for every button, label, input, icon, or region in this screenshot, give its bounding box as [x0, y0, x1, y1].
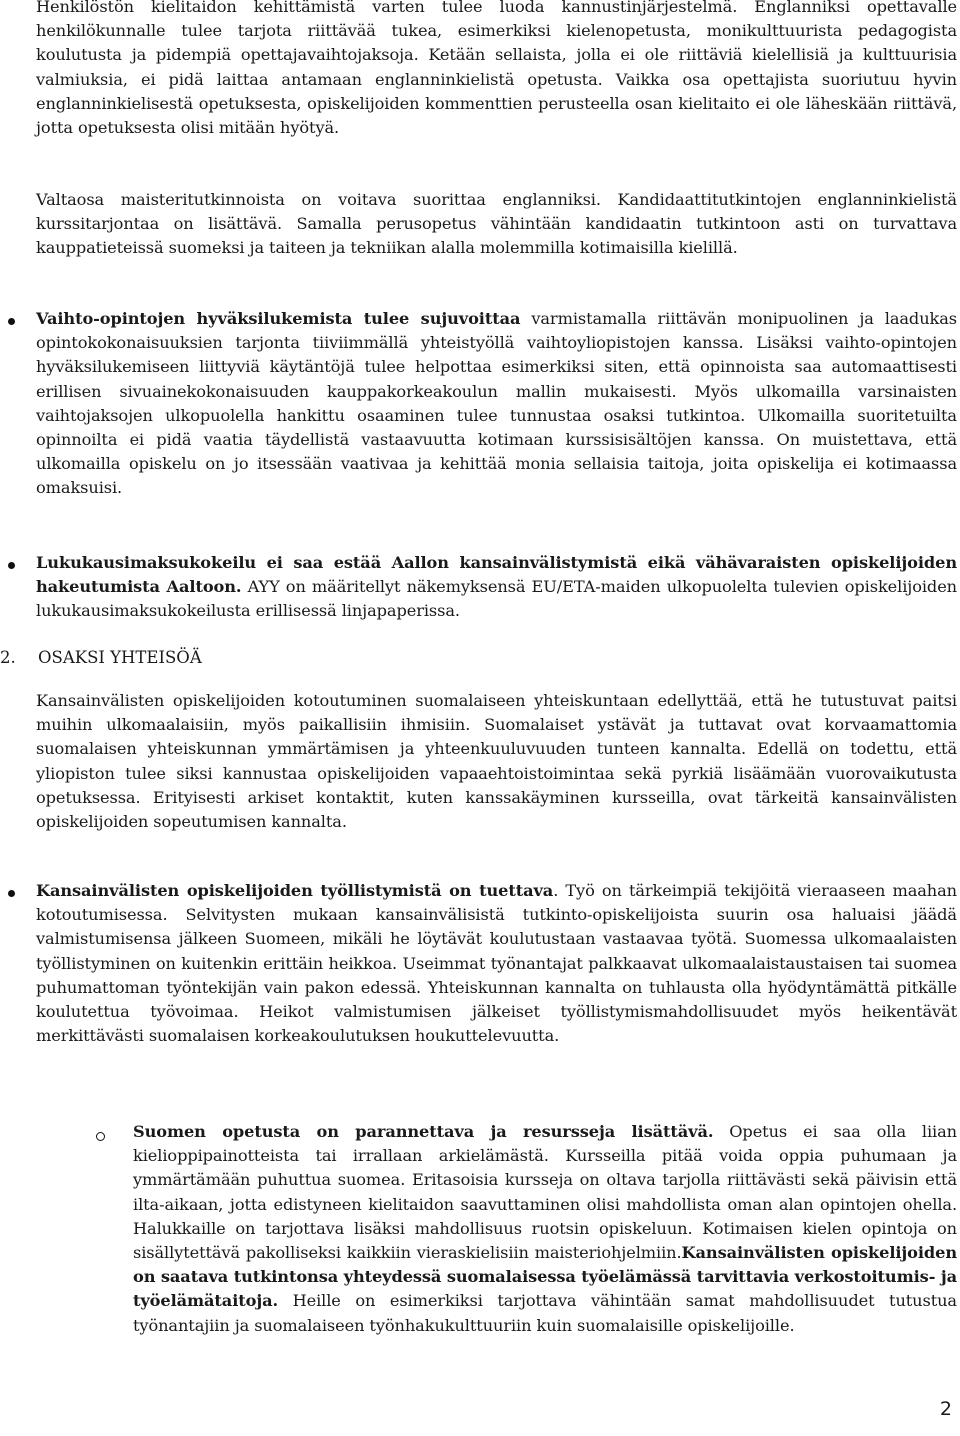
sub-bullet-circle [96, 1132, 105, 1141]
sub-bullet-networking-text: Heille on esimerkiksi tarjottava vähintään samat mahdollisuudet tutustua työnantajiin ja suomalaiseen työnhakukulttuuriin kuin suomalaisille opiskelijoille. [133, 1291, 957, 1335]
sub-bullet-finnish-text: Opetus ei saa olla liian kielioppipainotteista tai irrallaan arkielämästä. Kursseilla pitää voida oppia puhumaan ja ymmärtämään puhuttua suomea. Eritasoisia kursseja on oltava tarjolla riittävästi sekä päivisin että ilta-aikaan, jotta edistyneen kielitaidon saavuttaminen olisi mahdollista oman alan opintojen ohella. Halukkaille on tarjottava lisäksi mahdollisuus ruotsin opiskeluun. Kotimaisen kielen opintoja on sisällytettävä pakolliseksi kaikkiin vieraskielisiin maisteriohjelmiin. [133, 1122, 957, 1263]
paragraph-degrees-english: Valtaosa maisteritutkinnoista on voitava suorittaa englanniksi. Kandidaattitutkintojen englanninkielistä kurssitarjontaa on lisättävä. Samalla perusopetus vähintään kandidaatin tutkintoon asti on turvattava kauppatieteissä suomeksi ja taiteen ja tekniikan alalla molemmilla kotimaisilla kielillä. [36, 190, 957, 258]
bullet-tuition-text: AYY on määritellyt näkemyksensä EU/ETA-maiden ulkopuolelta tulevien opiskelijoiden lukukausimaksukokeilusta erillisessä linjapaperissa. [36, 577, 957, 621]
bullet-employment [36, 879, 957, 1048]
section-title: OSAKSI YHTEISÖÄ [38, 648, 202, 667]
bullet-tuition-fees [36, 551, 957, 624]
section-number: 2. [0, 648, 16, 667]
sub-bullet-finnish-heading: Suomen opetusta on parannettava ja resursseja lisättävä. [133, 1122, 714, 1141]
sub-bullet-finnish-teaching [133, 1120, 957, 1338]
bullet-employment-text: . Työ on tärkeimpiä tekijöitä vieraaseen maahan kotoutumisessa. Selvitysten mukaan kansainvälisistä tutkinto-opiskelijoista suurin osa haluaisi jäädä valmistumisensa jälkeen Suomeen, mikäli he löytävät koulutustaan vastaavaa työtä. Suomessa ulkomaalaisten työllistyminen on kuitenkin erittäin heikkoa. Useimmat työnantajat palkkaavat ulkomaalaistaustaisen tai suomea puhumattoman työntekijän vain pakon edessä. Yhteiskunnan kannalta on tuhlausta olla hyödyntämättä pitkälle koulutettua työvoimaa. Heikot valmistumisen jälkeiset työllistymismahdollisuudet myös heikentävät merkittävästi suomalaisen korkeakoulutuksen houkuttelevuutta. [36, 881, 957, 1046]
sub-bullet-networking-heading: Kansainvälisten opiskelijoiden on saatava tutkintonsa yhteydessä suomalaisessa työelämässä tarvittavia verkostoitumis- ja työelämätaitoja. [133, 1243, 958, 1311]
bullet-dot [8, 890, 15, 897]
bullet-dot [8, 318, 15, 325]
paragraph-integration: Kansainvälisten opiskelijoiden kotoutuminen suomalaiseen yhteiskuntaan edellyttää, että he tutustuvat paitsi muihin ulkomaalaisiin, myös paikallisiin ihmisiin. Suomalaiset ystävät ja tuttavat ovat korvaamattomia suomalaisen yhteiskunnan ymmärtämisen ja yhteenkuuluvuuden tunteen kannalta. Edellä on todettu, että yliopiston tulee siksi kannustaa opiskelijoiden vapaaehtoistoimintaa sekä pyrkiä lisäämään vuorovaikutusta opetuksessa. Erityisesti arkiset kontaktit, kuten kanssakäyminen kursseilla, ovat tärkeitä kansainvälisten opiskelijoiden sopeutumisen kannalta. [36, 691, 957, 832]
bullet-employment-heading: Kansainvälisten opiskelijoiden työllistymistä on tuettava [36, 881, 554, 900]
bullet-tuition-heading: Lukukausimaksukokeilu ei saa estää Aallon kansainvälistymistä eikä vähävaraisten opiskelijoiden hakeutumista Aaltoon. [36, 553, 957, 597]
paragraph-staff-language: Henkilöstön kielitaidon kehittämistä varten tulee luoda kannustinjärjestelmä. Englanniksi opettavalle henkilökunnalle tulee tarjota riittävää tukea, esimerkiksi kielenopetusta, monikulttuurista pedagogista koulutusta ja pidempiä opettajavaihtojaksoja. Ketään sellaista, jolla ei ole riittäviä kielellisiä ja kulttuurisia valmiuksia, ei pidä laittaa antamaan englanninkielistä opetusta. Vaikka osa opettajista suoriutuu hyvin englanninkielisestä opetuksesta, opiskelijoiden kommenttien perusteella osan kielitaito ei ole läheskään riittävä, jotta opetuksesta olisi mitään hyötyä. [36, 0, 957, 138]
page-number: 2 [939, 1398, 952, 1420]
bullet-exchange-text: varmistamalla riittävän monipuolinen ja laadukas opintokokonaisuuksien tarjonta tiiviimmällä yhteistyöllä vaihtoyliopistojen kanssa. Lisäksi vaihto-opintojen hyväksilukemiseen liittyviä käytäntöjä tulee helpottaa esimerkiksi siten, että opinnoista saa automaattisesti erillisen sivuainekokonaisuuden kauppakorkeakoulun mallin mukaisesti. Myös ulkomailla varsinaisten vaihtojaksojen ulkopuolella hankittu osaaminen tulee tunnustaa osaksi tutkintoa. Ulkomailla suoritetuilta opinnoilta ei pidä vaatia täydellistä vastaavuutta kotimaan kurssisisältöjen kanssa. On muistettava, että ulkomailla opiskelu on jo itsessään vaativaa ja kehittää monia sellaisia taitoja, joita opiskelija ei kotimaassa omaksuisi. [36, 309, 957, 498]
bullet-exchange-studies [36, 307, 957, 501]
bullet-exchange-heading: Vaihto-opintojen hyväksilukemista tulee sujuvoittaa [36, 309, 521, 328]
bullet-dot [8, 562, 15, 569]
